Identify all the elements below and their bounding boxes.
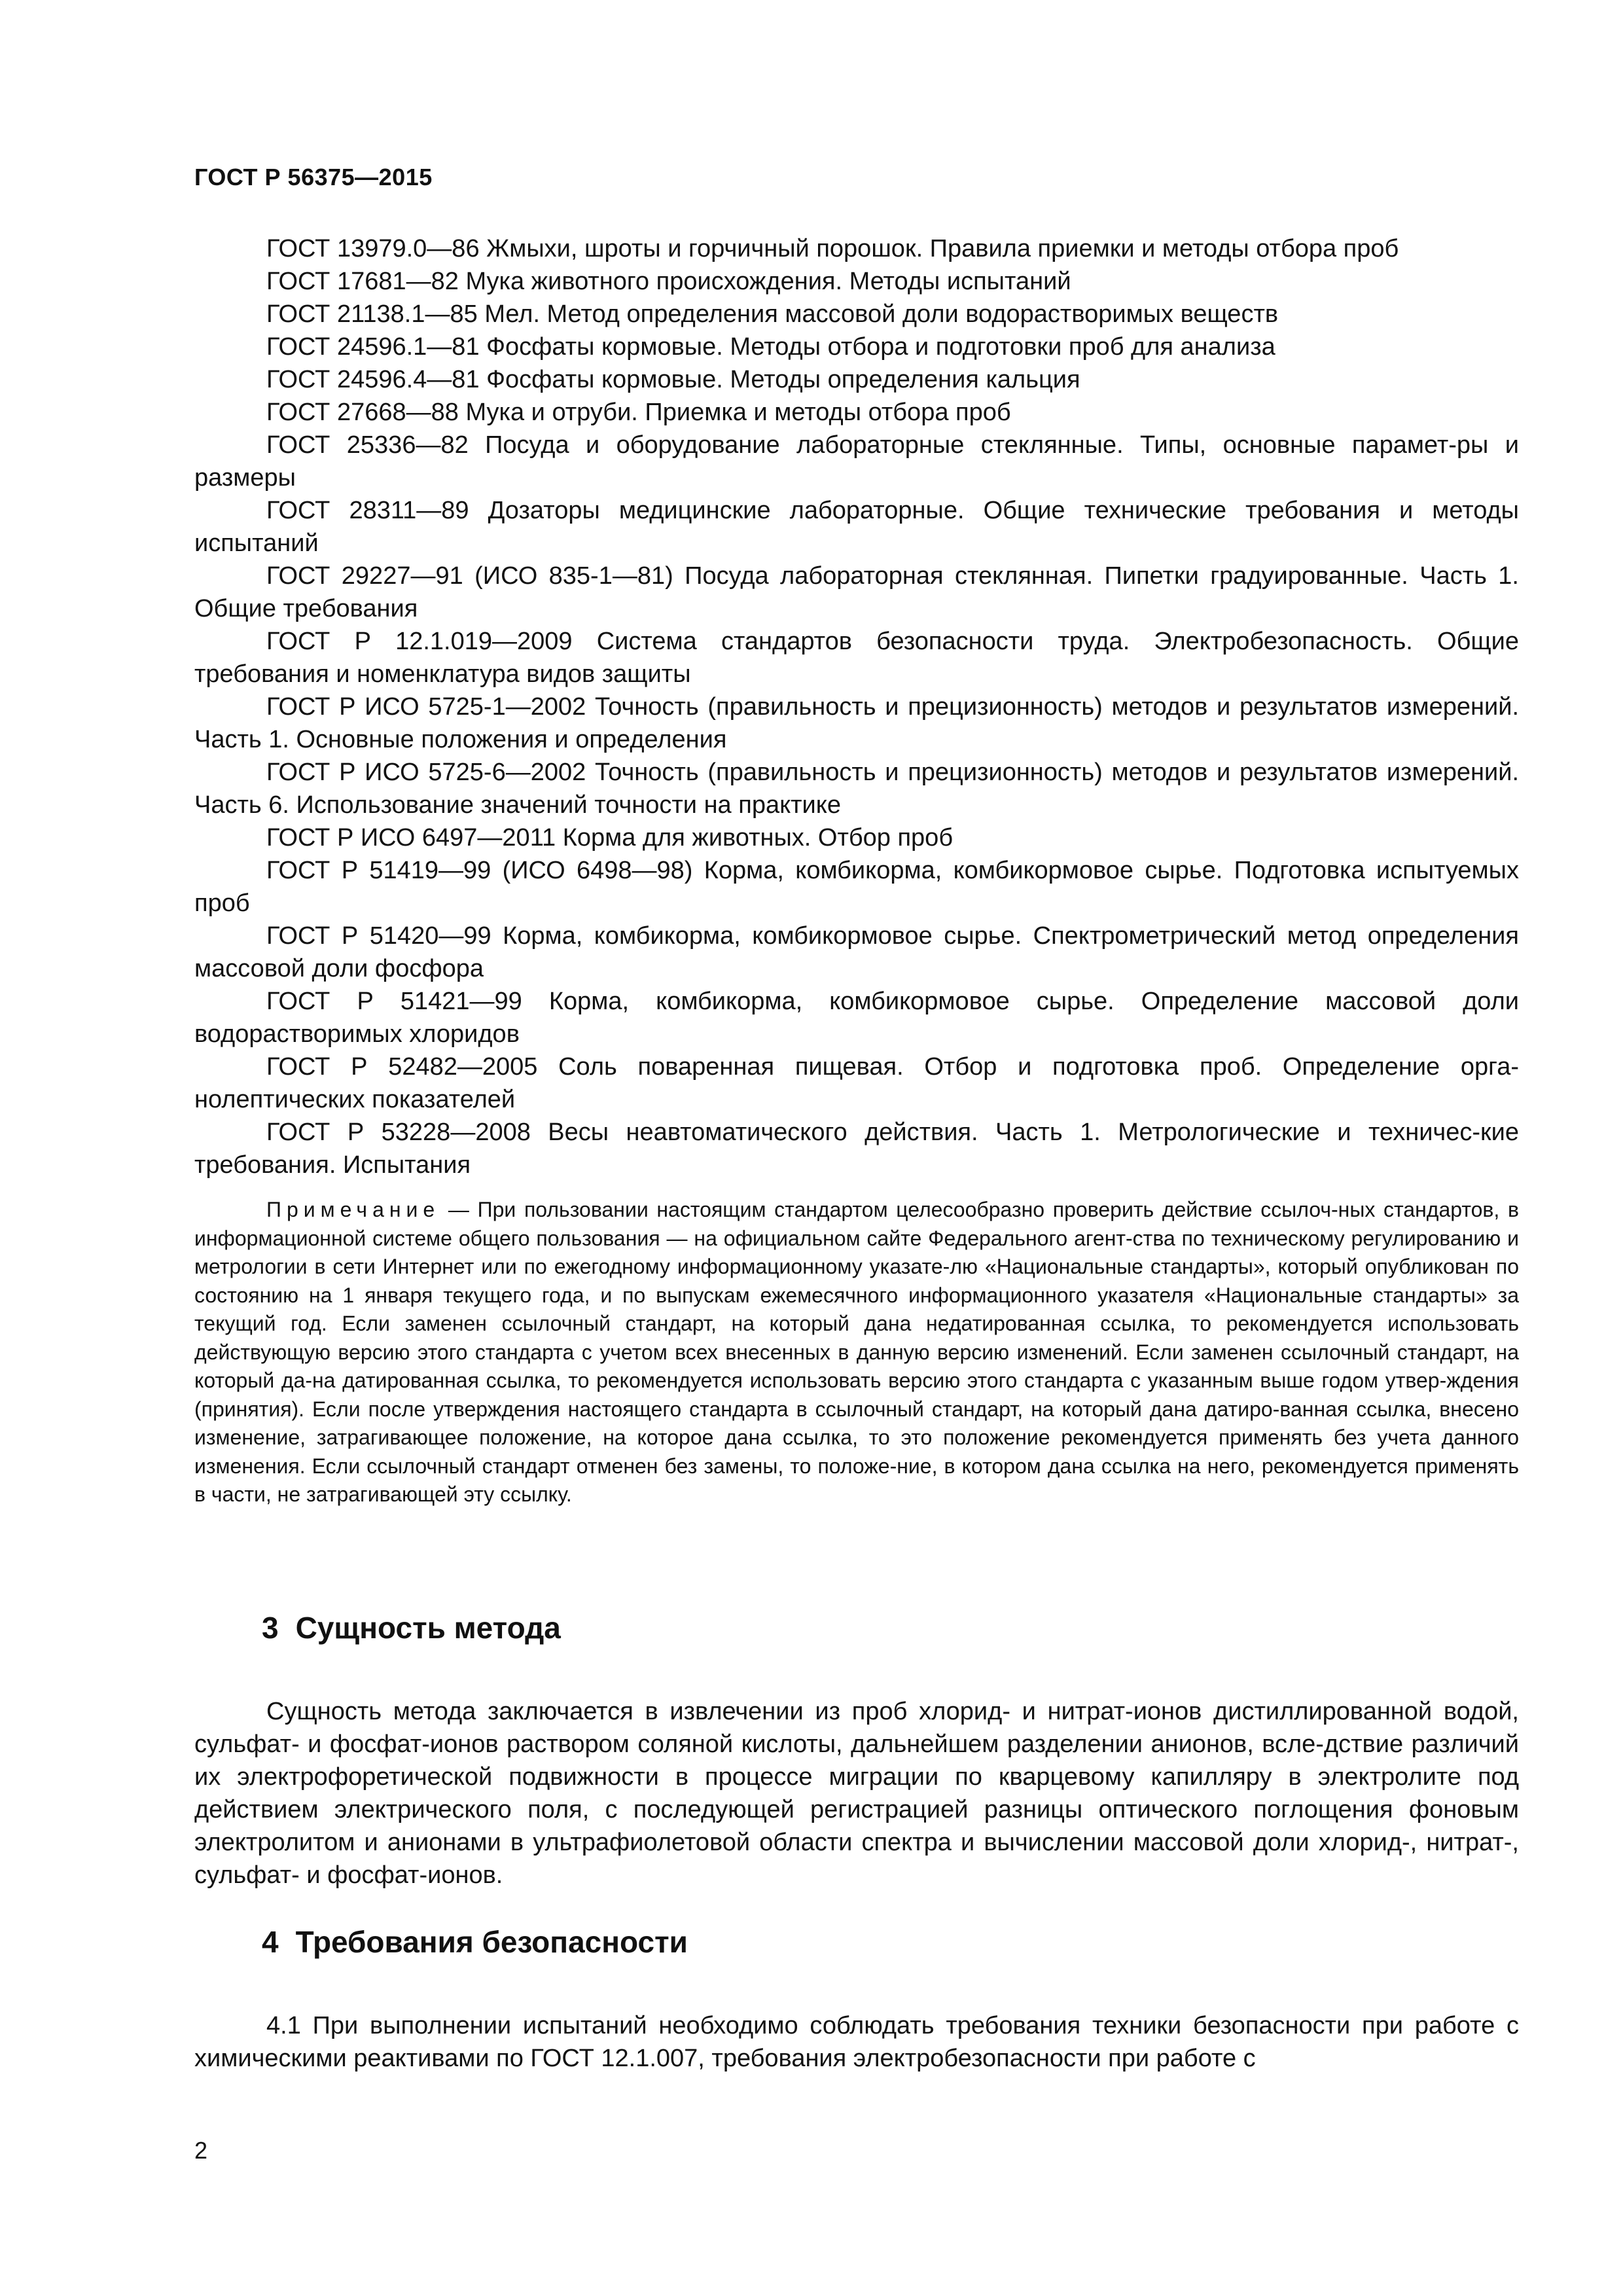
section-4-text: 4.1 При выполнении испытаний необходимо соблюдать требования техники безопасности при работе с химическими реактивами по ГОСТ 12.1.007, требования электробезопасности при работе с — [194, 2012, 1519, 2072]
reference-item: ГОСТ Р 51420—99 Корма, комбикорма, комбикормовое сырье. Спектрометрический метод определения массовой доли фосфора — [194, 922, 1519, 982]
section-3-text: Сущность метода заключается в извлечении из проб хлорид- и нитрат-ионов дистиллированной водой, сульфат- и фосфат-ионов раствором соляной кислоты, дальнейшем разделении анионов, вслe-дствие различий их электрофоретической подвижности в процессе миграции по кварцевому капилляру в электролите под действием электрического поля, с последующей регистрацией разницы оптического поглощения фоновым электролитом и анионами в ультрафиолетовой области спектра и вычислении массовой доли хлорид-, нитрат-, сульфат- и фосфат-ионов. — [194, 1698, 1519, 1889]
normative-references — [194, 232, 1519, 1530]
reference-item: ГОСТ 17681—82 Мука животного происхождения. Методы испытаний — [266, 268, 1071, 295]
note-dash: — — [440, 1198, 478, 1221]
reference-item: ГОСТ Р 51421—99 Корма, комбикорма, комбикормовое сырье. Определение массовой доли водорастворимых хлоридов — [194, 988, 1519, 1048]
reference-item: ГОСТ Р ИСО 6497—2011 Корма для животных. Отбор проб — [266, 824, 954, 852]
reference-item: ГОСТ 24596.1—81 Фосфаты кормовые. Методы отбора и подготовки проб для анализа — [266, 333, 1275, 361]
reference-item: ГОСТ 29227—91 (ИСО 835-1—81) Посуда лабораторная стеклянная. Пипетки градуированные. Часть 1. Общие требования — [194, 562, 1519, 622]
note-text: При пользовании настоящим стандартом целесообразно проверить действие ссылоч-ных стандартов, в информационной системе общего пользования — на официальном сайте Федерального агент-ства по техническому регулированию и метрологии в сети Интернет или по ежегодному информационному указате-лю «Национальные стандарты», который опубликован по состоянию на 1 января текущего года, и по выпускам ежемесячного информационного указателя «Национальные стандарты» за текущий год. Если заменен ссылочный стандарт, на который дана недатированная ссылка, то рекомендуется использовать действующую версию этого стандарта с учетом всех внесенных в данную версию изменений. Если заменен ссылочный стандарт, на который да-на датированная ссылка, то рекомендуется использовать версию этого стандарта с указанным выше годом утвер-ждения (принятия). Если после утверждения настоящего стандарта в ссылочный стандарт, на который дана датиро-ванная ссылка, внесено изменение, затрагивающее положение, на которое дана ссылка, то это положение рекомендуется применять без учета данного изменения. Если ссылочный стандарт отменен без замены, то положе-ние, в котором дана ссылка на него, рекомендуется применять в части, не затрагивающей эту ссылку. — [194, 1198, 1519, 1506]
reference-item: ГОСТ Р ИСО 5725-1—2002 Точность (правильность и прецизионность) методов и результатов измерений. Часть 1. Основные положения и определения — [194, 693, 1519, 753]
reference-item: ГОСТ 21138.1—85 Мел. Метод определения массовой доли водорастворимых веществ — [266, 300, 1279, 328]
reference-item: ГОСТ 28311—89 Дозаторы медицинские лабораторные. Общие технические требования и методы испытаний — [194, 497, 1519, 557]
section-4-title: Требования безопасности — [295, 1925, 688, 1959]
reference-item: ГОСТ 27668—88 Мука и отруби. Приемка и методы отбора проб — [266, 399, 1011, 426]
reference-item: ГОСТ Р 53228—2008 Весы неавтоматического действия. Часть 1. Метрологические и техничес-кие требования. Испытания — [194, 1119, 1519, 1179]
reference-item: ГОСТ Р ИСО 5725-6—2002 Точность (правильность и прецизионность) методов и результатов измерений. Часть 6. Использование значений точности на практике — [194, 759, 1519, 819]
reference-item: ГОСТ Р 52482—2005 Соль поваренная пищевая. Отбор и подготовка проб. Определение орга-нолептических показателей — [194, 1053, 1519, 1113]
reference-item: ГОСТ Р 12.1.019—2009 Система стандартов безопасности труда. Электробезопасность. Общие требования и номенклатура видов защиты — [194, 628, 1519, 688]
section-3-heading — [262, 1610, 561, 1645]
reference-item: ГОСТ 25336—82 Посуда и оборудование лабораторные стеклянные. Типы, основные парамет-ры и размеры — [194, 431, 1519, 492]
reference-item: ГОСТ Р 51419—99 (ИСО 6498—98) Корма, комбикорма, комбикормовое сырье. Подготовка испытуемых проб — [194, 857, 1519, 917]
section-4-number: 4 — [262, 1925, 279, 1959]
section-4-heading — [262, 1924, 688, 1960]
document-header: ГОСТ Р 56375—2015 — [194, 164, 433, 190]
note-label: Примечание — [266, 1198, 440, 1221]
section-3-number: 3 — [262, 1611, 279, 1645]
page-number: 2 — [194, 2137, 208, 2164]
references-note — [194, 1196, 1519, 1509]
reference-item: ГОСТ 24596.4—81 Фосфаты кормовые. Методы определения кальция — [266, 366, 1080, 393]
reference-item: ГОСТ 13979.0—86 Жмыхи, шроты и горчичный порошок. Правила приемки и методы отбора проб — [266, 235, 1399, 262]
section-3-title: Сущность метода — [295, 1611, 561, 1645]
